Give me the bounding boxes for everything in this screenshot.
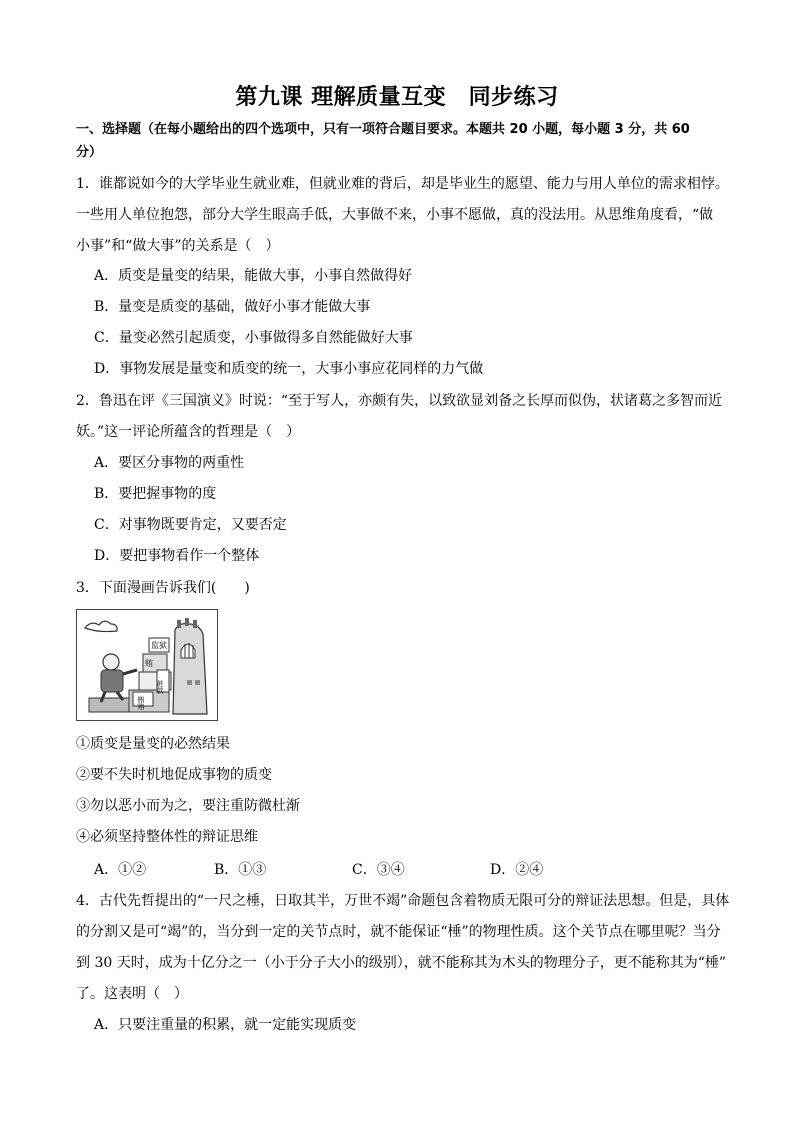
question-3-statement-4: ④必须坚持整体性的辩证思维 [76,829,258,845]
question-2-option-d[interactable]: D．要把事物看作一个整体 [94,548,260,564]
cartoon-image [76,609,218,721]
question-2-option-c[interactable]: C．对事物既要肯定，又要否定 [94,517,287,533]
question-1-option-c[interactable]: C．量变必然引起质变，小事做得多自然能做好大事 [94,330,413,346]
question-3-answer-c[interactable]: C．③④ [352,862,405,878]
question-4-line-1: 4．古代先哲提出的“一尺之棰，日取其半，万世不竭”命题包含着物质无限可分的辩证法思想。但是，具体 [76,893,730,909]
question-3-statement-1: ①质变是量变的必然结果 [76,736,230,752]
question-1-line-1: 1．谁都说如今的大学毕业生就业难，但就业难的背后，却是毕业生的愿望、能力与用人单位的需求相悖。 [76,176,729,192]
question-1-line-2: 一些用人单位抱怨，部分大学生眼高手低，大事做不来，小事不愿做，真的没法用。从思维角度看，“做 [76,207,714,223]
question-2-option-b[interactable]: B．要把握事物的度 [94,486,217,502]
question-1-line-3: 小事”和“做大事”的关系是（ ） [76,238,280,254]
cartoon-sign-text: 监狱 [151,641,167,650]
question-3-line-1: 3．下面漫画告诉我们( ) [76,580,250,596]
question-3-answer-b[interactable]: B．①③ [214,862,267,878]
question-4-option-a[interactable]: A．只要注重量的积累，就一定能实现质变 [94,1017,357,1033]
question-2-line-2: 妖。”这一评论所蕴含的哲理是（ ） [76,424,301,440]
question-1-option-b[interactable]: B．量变是质变的基础，做好小事才能做大事 [94,299,371,315]
cartoon-bottom-text: 贿赂 [137,696,145,710]
section-heading-line-2: 分） [76,145,103,160]
question-1-option-a[interactable]: A．质变是量变的结果，能做大事，小事自然做得好 [94,268,413,284]
question-3-statement-2: ②要不失时机地促成事物的质变 [76,767,272,783]
page-title: 第九课 理解质量互变 同步练习 [235,85,559,110]
question-4-line-4: 了。这表明（ ） [76,986,188,1002]
section-heading-line-1: 一、选择题（在每小题给出的四个选项中，只有一项符合题目要求。本题共 20 小题，每小题 3 分，共 60 [76,122,690,137]
prison-building-icon [173,624,207,714]
question-3-answer-a[interactable]: A．①② [94,862,147,878]
question-4-line-3: 到 30 天时，成为十亿分之一（小于分子大小的级别），就不能称其为木头的物理分子，更不能称其为“棰” [76,955,727,971]
person-figure [103,654,119,670]
question-2-option-a[interactable]: A．要区分事物的两重性 [94,455,245,471]
question-1-option-d[interactable]: D．事物发展是量变和质变的统一，大事小事应花同样的力气做 [94,361,484,377]
cartoon-mid-text: 赃款 [156,680,164,694]
cloud-icon [85,621,117,631]
question-3-answer-d[interactable]: D．②④ [490,862,544,878]
cartoon-top-text: 贿 [145,659,153,668]
question-4-line-2: 的分割又是可“竭”的，当分到一定的关节点时，就不能保证“棰”的物理性质。这个关节点在哪里呢？当分 [76,924,721,940]
question-3-statement-3: ③勿以恶小而为之，要注重防微杜渐 [76,798,300,814]
question-2-line-1: 2．鲁迅在评《三国演义》时说：“至于写人，亦颇有失，以致欲显刘备之长厚而似伪，状诸葛之多智而近 [76,393,723,409]
